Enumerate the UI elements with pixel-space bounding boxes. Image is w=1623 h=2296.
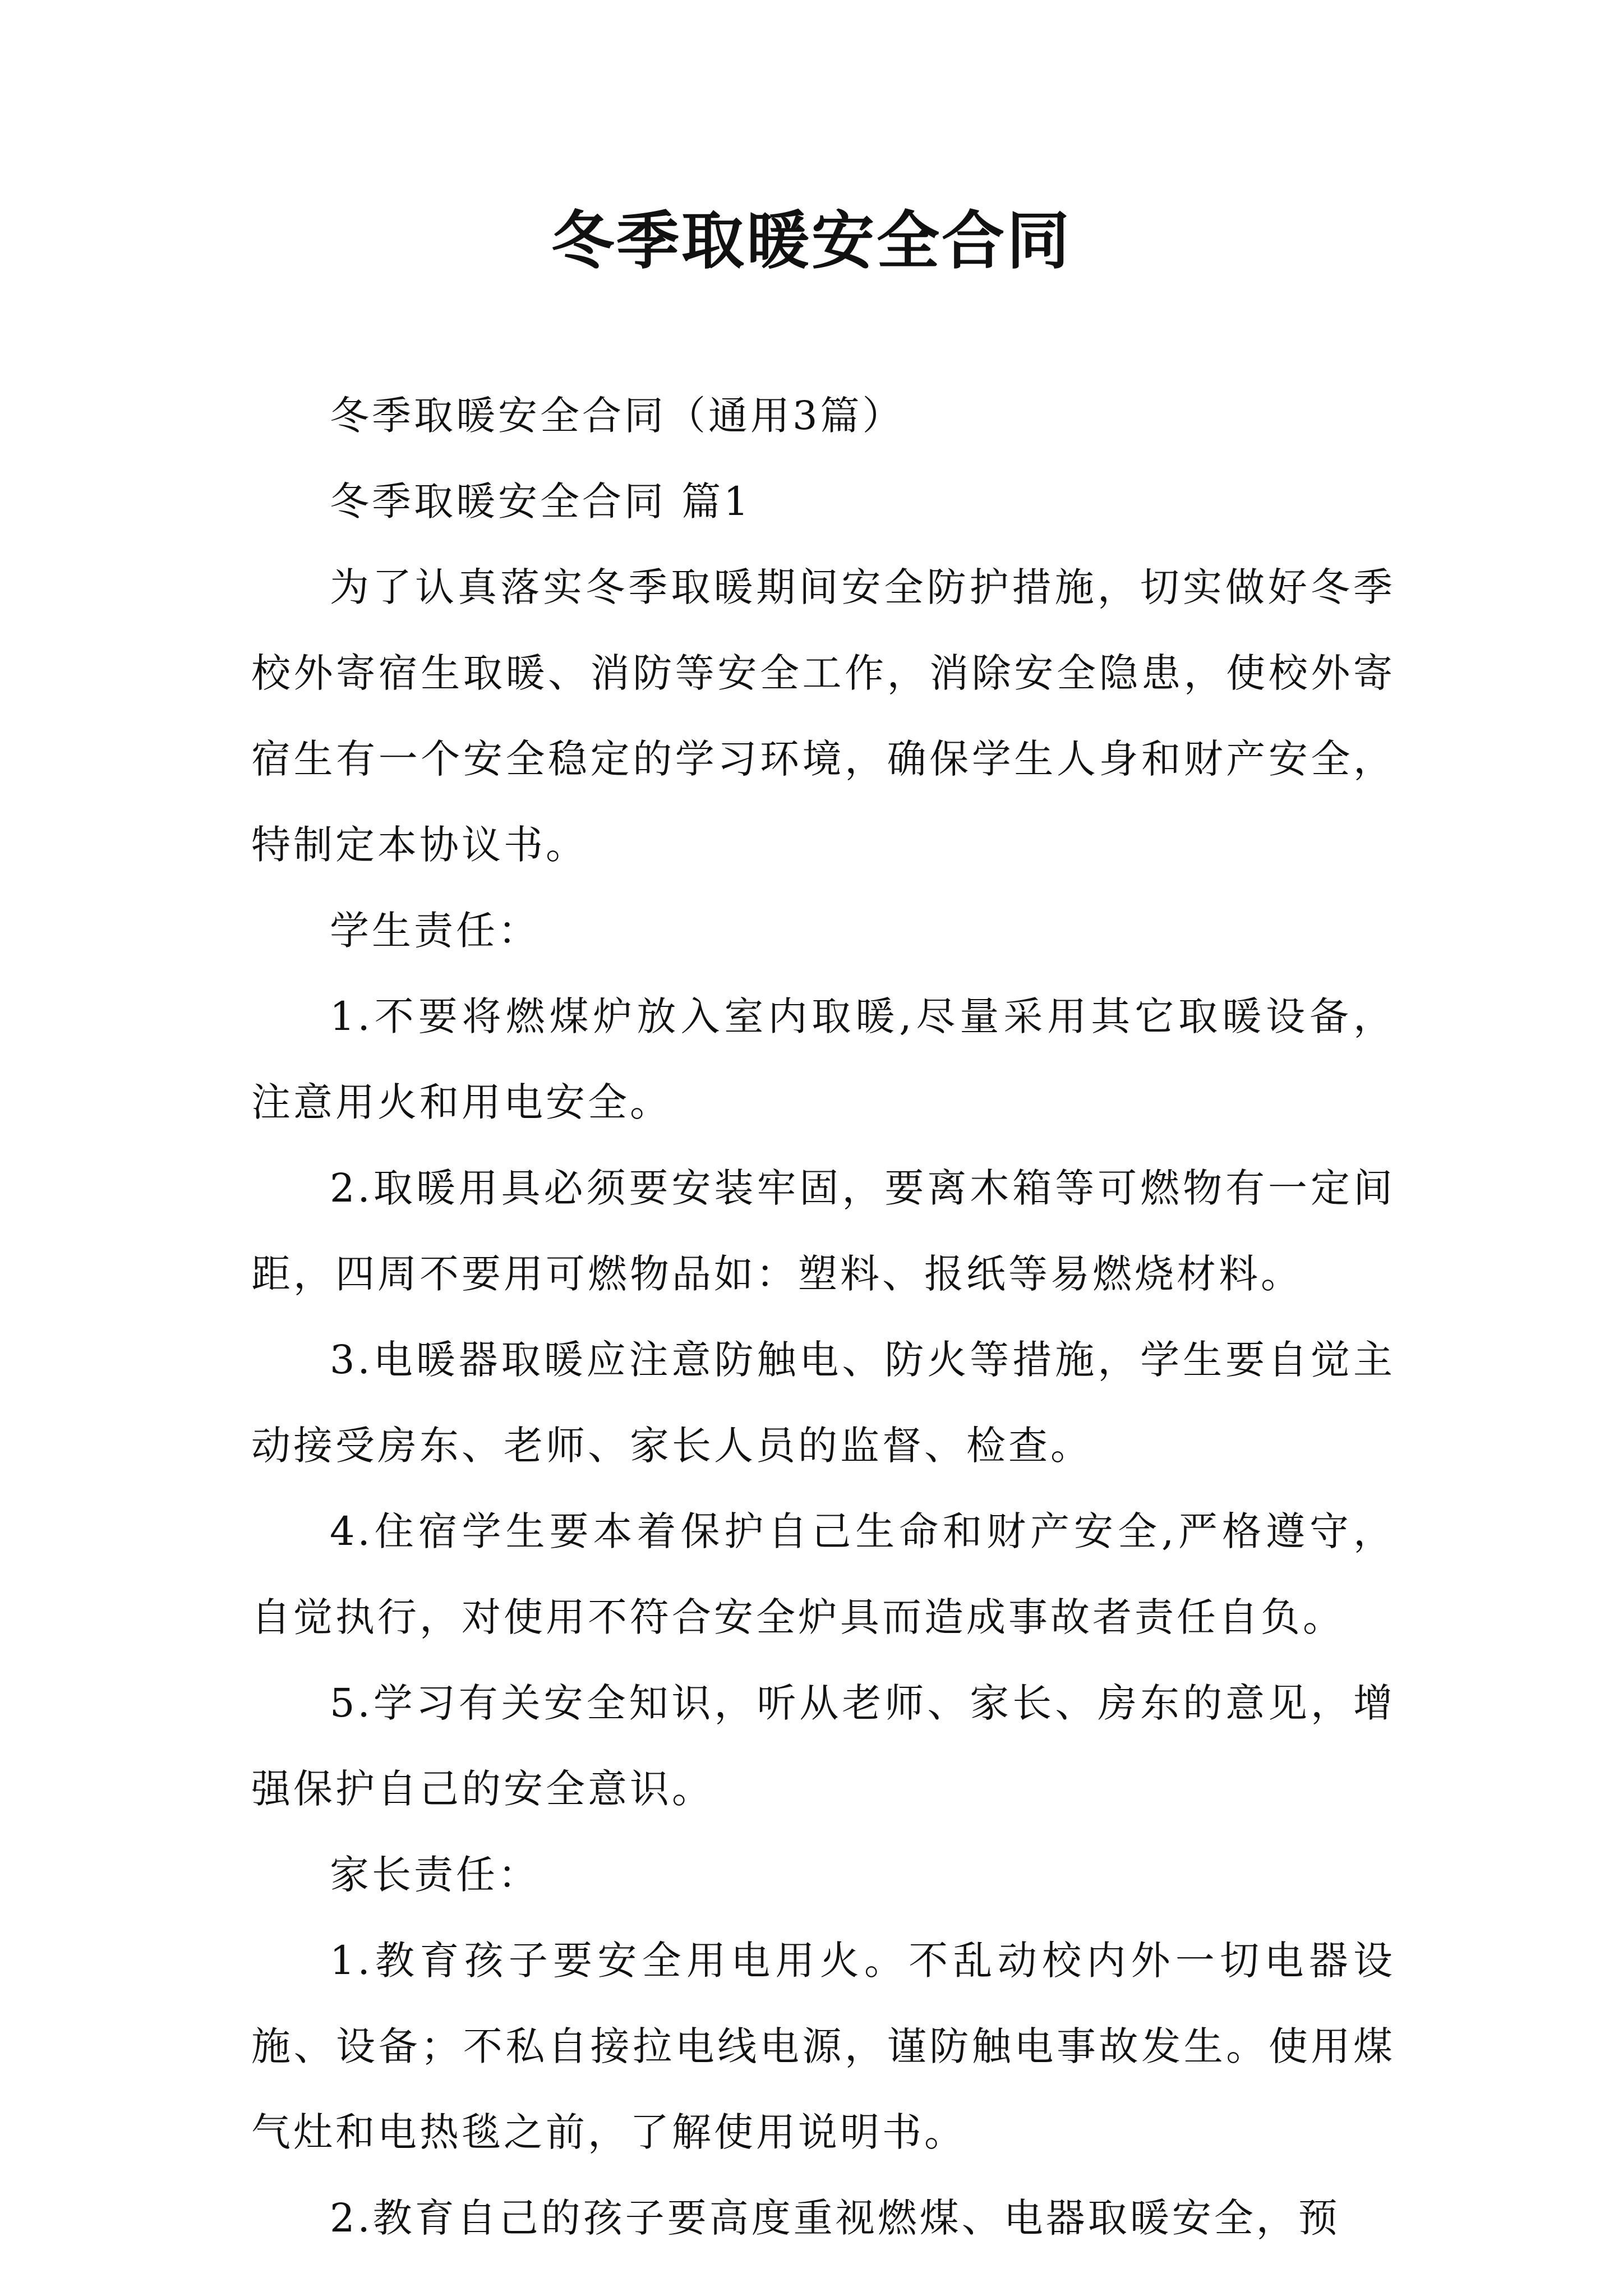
student-item-2: 2.取暖用具必须要安装牢固，要离木箱等可燃物有一定间距，四周不要用可燃物品如：塑料、报纸等易燃烧材料。 bbox=[251, 1165, 1395, 1297]
document-body bbox=[251, 373, 1395, 2261]
student-item-5: 5.学习有关安全知识，听从老师、家长、房东的意见，增强保护自己的安全意识。 bbox=[251, 1680, 1395, 1812]
student-item-3: 3.电暖器取暖应注意防触电、防火等措施，学生要自觉主动接受房东、老师、家长人员的监督、检查。 bbox=[251, 1337, 1395, 1469]
parent-item-2: 2.教育自己的孩子要高度重视燃煤、电器取暖安全，预 bbox=[330, 2195, 1340, 2241]
document-title: 冬季取暖安全合同 bbox=[551, 204, 1072, 278]
parent-item-1: 1.教育孩子要安全用电用火。不乱动校内外一切电器设施、设备；不私自接拉电线电源，谨防触电事故发生。使用煤气灶和电热毯之前，了解使用说明书。 bbox=[251, 1938, 1395, 2155]
student-responsibility-heading: 学生责任： bbox=[330, 908, 540, 954]
student-item-4: 4.住宿学生要本着保护自己生命和财产安全,严格遵守，自觉执行，对使用不符合安全炉具而造成事故者责任自负。 bbox=[251, 1508, 1395, 1640]
student-item-1: 1.不要将燃煤炉放入室内取暖,尽量采用其它取暖设备，注意用火和用电安全。 bbox=[251, 993, 1395, 1125]
subtitle-paragraph: 冬季取暖安全合同（通用3篇） bbox=[330, 393, 905, 439]
parent-responsibility-heading: 家长责任： bbox=[330, 1852, 540, 1898]
section-heading: 冬季取暖安全合同 篇1 bbox=[330, 478, 751, 524]
intro-paragraph: 为了认真落实冬季取暖期间安全防护措施，切实做好冬季校外寄宿生取暖、消防等安全工作，消除安全隐患，使校外寄宿生有一个安全稳定的学习环境，确保学生人身和财产安全，特制定本协议书。 bbox=[251, 564, 1395, 868]
